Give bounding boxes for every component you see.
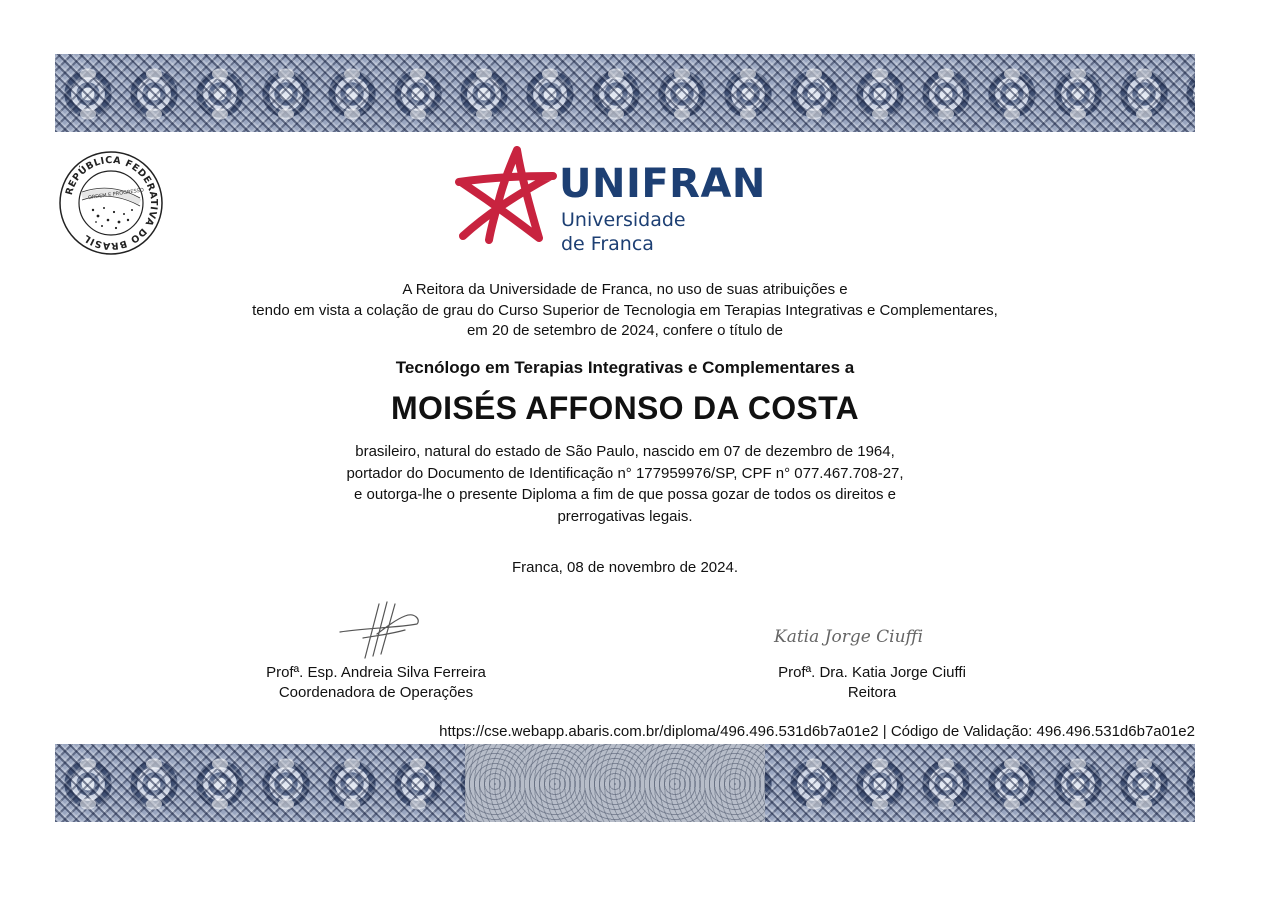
decorative-border-bottom xyxy=(55,744,1195,822)
svg-text:REPÚBLICA FEDERATIVA DO BRASIL: REPÚBLICA FEDERATIVA DO BRASIL xyxy=(63,154,160,252)
signature-katia xyxy=(770,618,970,663)
logo-subtitle-1: Universidade xyxy=(561,209,686,231)
intro-line: tendo em vista a colação de grau do Curso Superior de Tecnologia em Terapias Integrativas e Complementares, xyxy=(252,301,998,319)
signature-andreia xyxy=(335,598,425,667)
signatory-name: Profª. Esp. Andreia Silva Ferreira xyxy=(266,664,486,681)
signatory-left xyxy=(226,663,526,702)
decorative-border-top xyxy=(55,54,1195,132)
graduate-name: MOISÉS AFFONSO DA COSTA xyxy=(391,390,859,426)
svg-text:Katia Jorge Ciuffi: Katia Jorge Ciuffi xyxy=(774,627,924,647)
validation-link[interactable]: https://cse.webapp.abaris.com.br/diploma/496.496.531d6b7a01e2 | Código de Validação: 496.496.531d6b7a01e2 xyxy=(439,723,1195,740)
brazil-seal-icon xyxy=(58,150,164,256)
signatory-role: Coordenadora de Operações xyxy=(278,683,474,701)
degree-title: Tecnólogo em Terapias Integrativas e Complementares a xyxy=(395,358,855,377)
svg-text:ORDEM E PROGRESSO: ORDEM E PROGRESSO xyxy=(87,187,145,202)
signatory-role: Reitora xyxy=(847,683,897,701)
details-line: portador do Documento de Identificação n° 177959976/SP, CPF n° 077.467.708-27, xyxy=(346,464,904,482)
graduate-details xyxy=(0,441,1250,527)
signatory-name: Profª. Dra. Katia Jorge Ciuffi xyxy=(778,664,966,681)
unifran-star-icon xyxy=(455,146,559,246)
unifran-logo xyxy=(455,146,775,258)
place-date: Franca, 08 de novembro de 2024. xyxy=(512,559,738,576)
signatory-right xyxy=(722,663,1022,702)
intro-line: em 20 de setembro de 2024, confere o título de xyxy=(466,322,784,339)
details-line: e outorga-lhe o presente Diploma a fim de que possa gozar de todos os direitos e xyxy=(354,486,896,503)
decorative-guilloche-center xyxy=(465,744,765,822)
logo-subtitle-2: de Franca xyxy=(561,233,654,255)
details-line: brasileiro, natural do estado de São Paulo, nascido em 07 de dezembro de 1964, xyxy=(355,443,895,460)
intro-paragraph xyxy=(0,280,1250,342)
logo-wordmark: UNIFRAN xyxy=(559,161,766,207)
details-line: prerrogativas legais. xyxy=(557,507,693,525)
intro-line: A Reitora da Universidade de Franca, no uso de suas atribuições e xyxy=(402,281,848,298)
